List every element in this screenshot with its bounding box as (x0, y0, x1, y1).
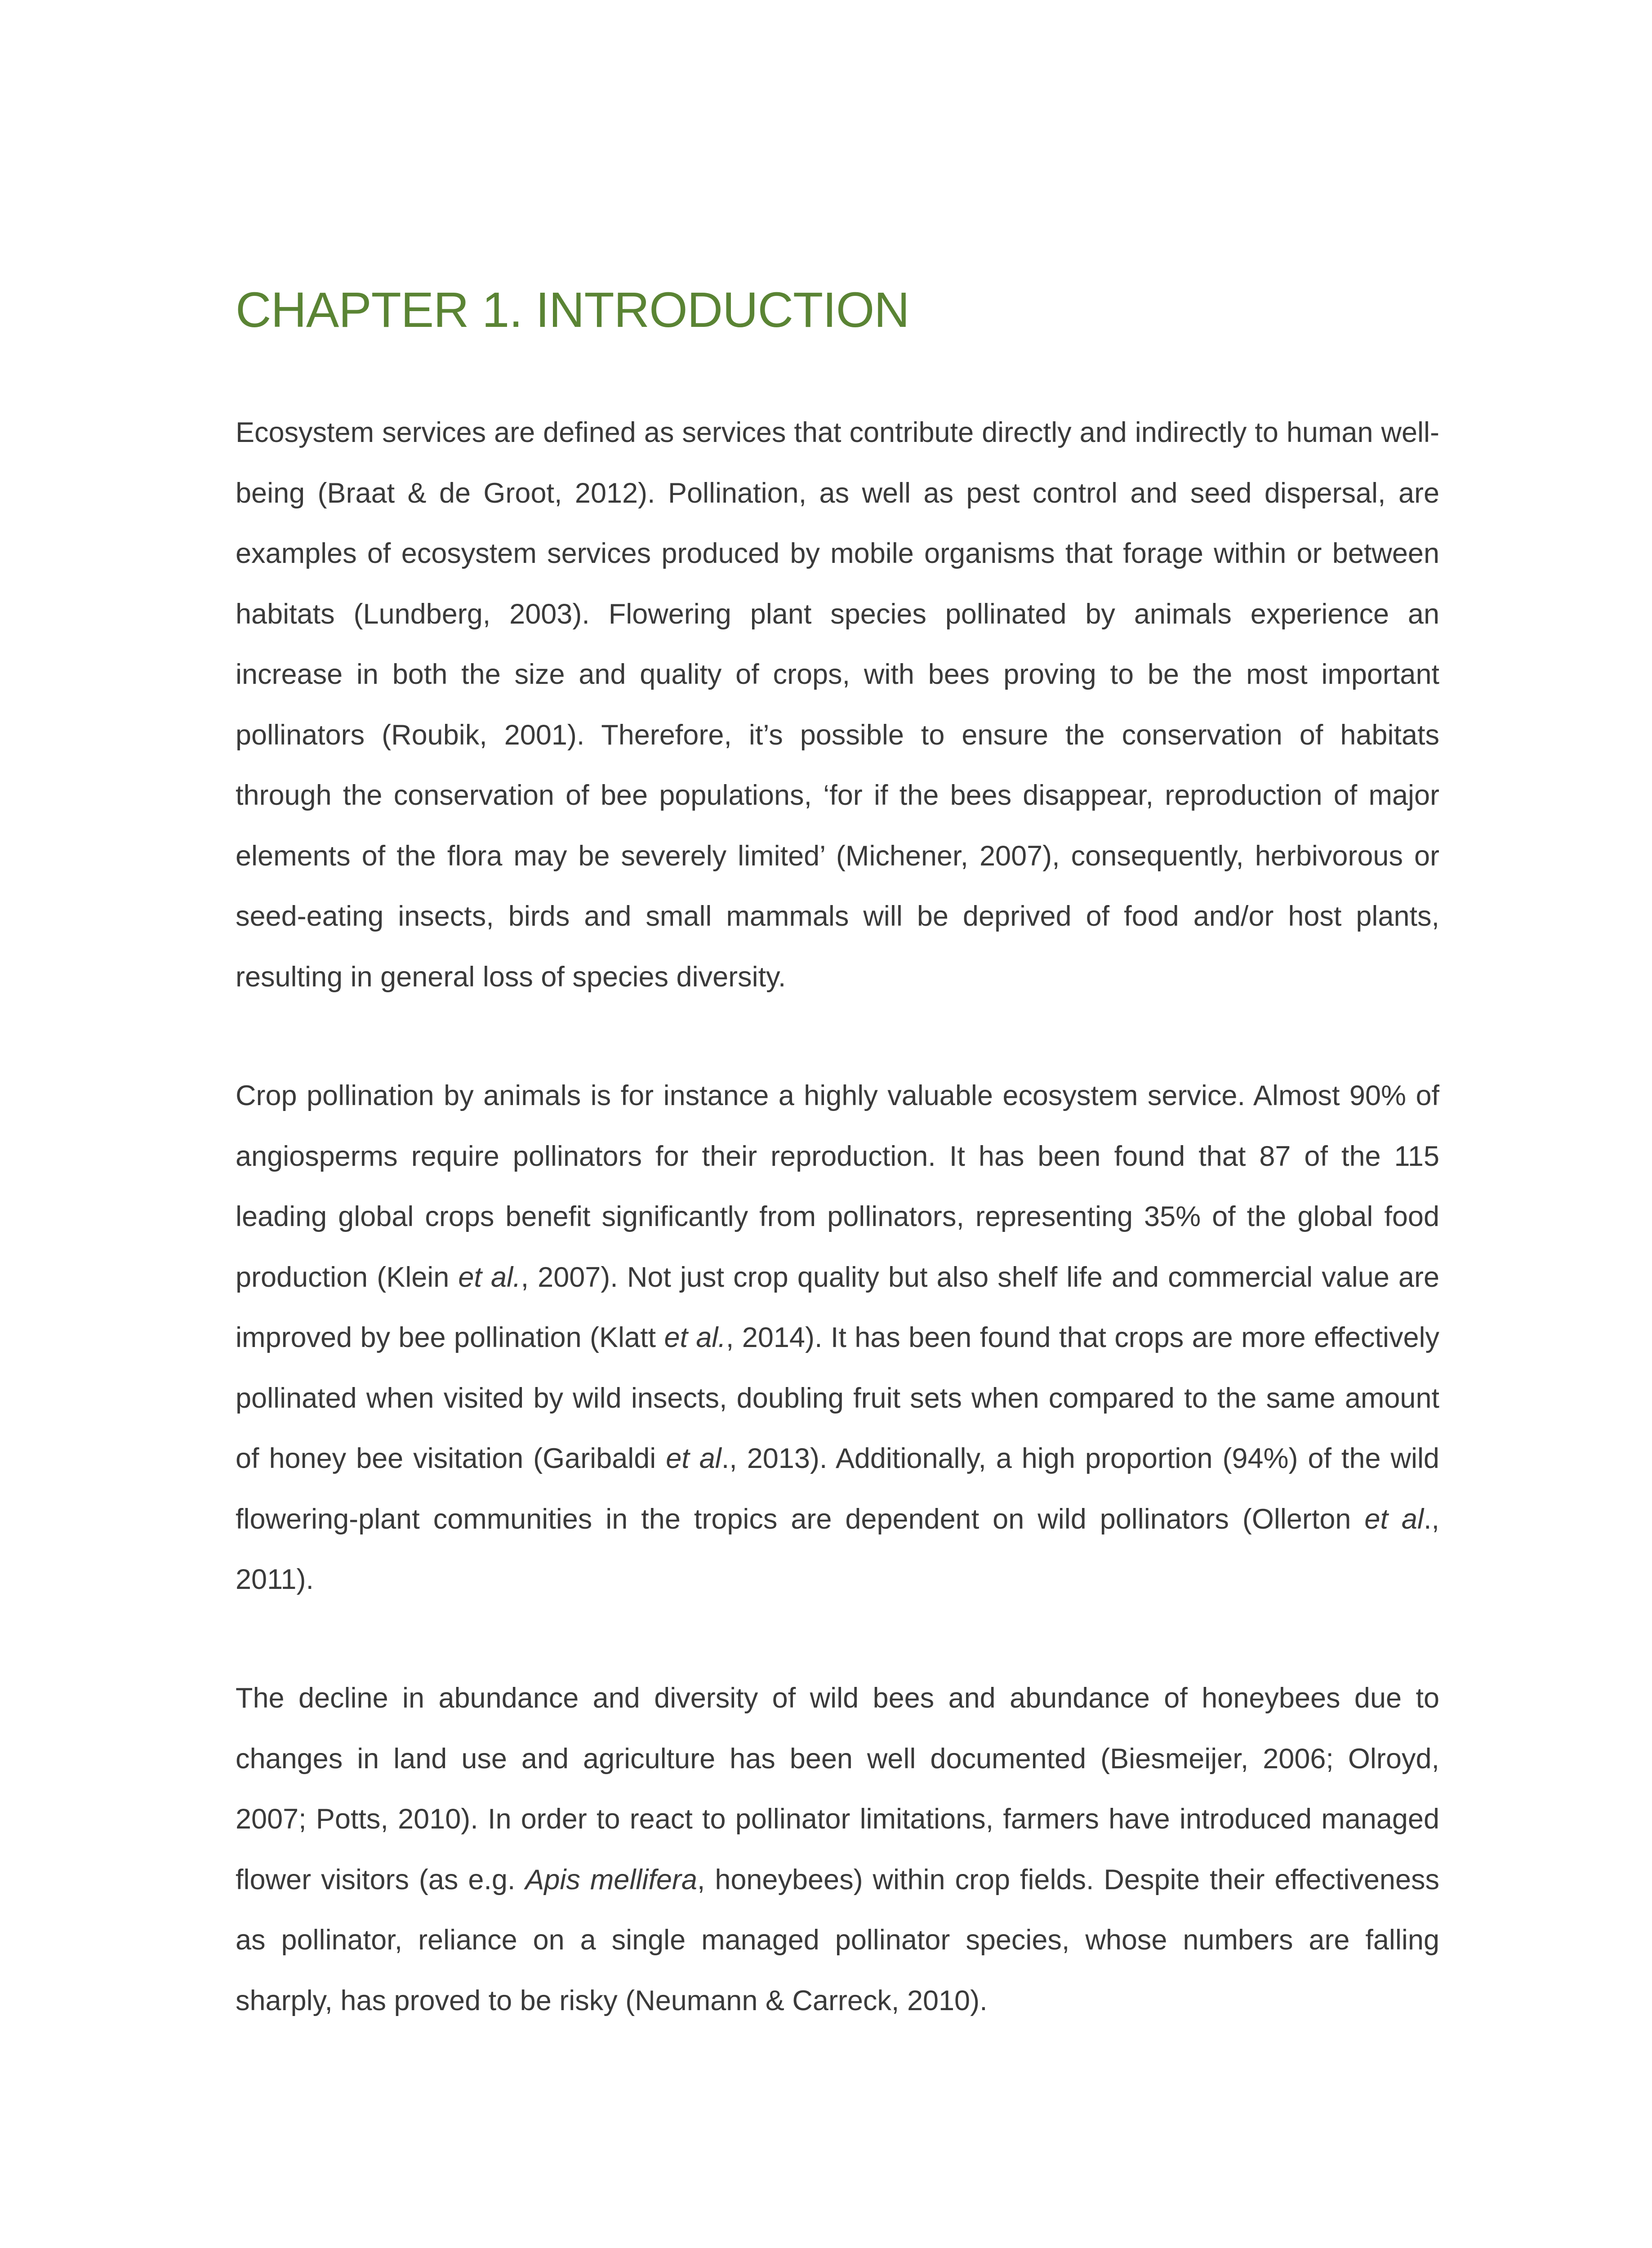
species-name: Apis mellifera (525, 1864, 697, 1896)
paragraph-text: , honeybees) within crop fields. Despite their effectiveness as pollinator, reliance on a single managed pollinator species, whose numbers are falling sharply, has proved to be risky (Neumann & Carreck, 2010). (236, 1864, 1439, 2016)
paragraph-text: Crop pollination by animals is for instance a highly valuable ecosystem service. Almost 90% of angiosperms require pollinators for their reproduction. It has been found that 87 of the 115 leading global crops benefit significantly from pollinators, representing 35% of the global food production (Klein (236, 1080, 1439, 1293)
paragraph-ecosystem-services (236, 402, 1439, 1007)
chapter-title: CHAPTER 1. INTRODUCTION (236, 282, 909, 338)
paragraph-text: Ecosystem services are defined as services that contribute directly and indirectly to human well-being (Braat & de Groot, 2012). Pollination, as well as pest control and seed dispersal, are examples of ecosystem services produced by mobile organisms that forage within or between habitats (Lundberg, 2003). Flowering plant species pollinated by animals experience an increase in both the size and quality of crops, with bees proving to be the most important pollinators (Roubik, 2001). Therefore, it’s possible to ensure the conservation of habitats through the conservation of bee populations, ‘for if the bees disappear, reproduction of major elements of the flora may be severely limited’ (Michener, 2007), consequently, herbivorous or seed-eating insects, birds and small mammals will be deprived of food and/or host plants, resulting in general loss of species diversity. (236, 417, 1439, 993)
italic-citation: et al. (664, 1322, 726, 1353)
paragraph-crop-pollination (236, 1066, 1439, 1610)
italic-citation: et al (666, 1443, 721, 1474)
paragraph-text: , 2014). It has been found that crops are more effectively pollinated when visited by wild insects, doubling fruit sets when compared to the same amount of honey bee visitation (Garibaldi (236, 1322, 1440, 1474)
paragraph-text: The decline in abundance and diversity of wild bees and abundance of honeybees due to changes in land use and agriculture has been well documented (Biesmeijer, 2006; Olroyd, 2007; Potts, 2010). In order to react to pollinator limitations, farmers have introduced managed flower visitors (as e.g. (236, 1682, 1439, 1896)
italic-citation: et al (1364, 1503, 1424, 1535)
paragraph-text: ., 2011). (236, 1503, 1439, 1595)
paragraph-pollinator-decline (236, 1668, 1439, 2031)
italic-citation: et al. (458, 1261, 521, 1293)
paragraph-text: , 2007). Not just crop quality but also shelf life and commercial value are improved by bee pollination (Klatt (236, 1261, 1439, 1353)
paragraph-text: ., 2013). Additionally, a high proportion (94%) of the wild flowering-plant communities in the tropics are dependent on wild pollinators (Ollerton (236, 1443, 1439, 1535)
